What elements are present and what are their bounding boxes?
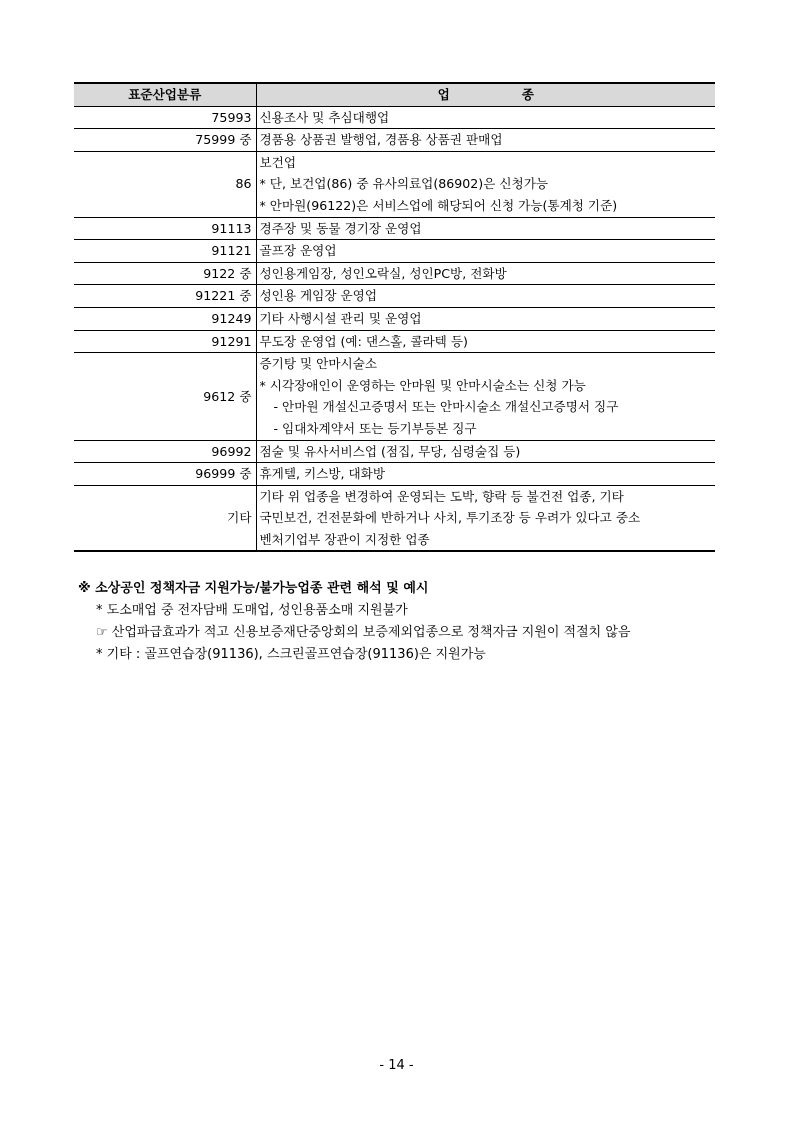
header-code: 표준산업분류	[74, 83, 256, 106]
row-code: 91221 중	[74, 285, 256, 308]
row-desc-line: 성인용 게임장 운영업	[259, 288, 377, 304]
table-row	[74, 307, 715, 330]
row-desc-line: * 시각장애인이 운영하는 안마원 및 안마시술소는 신청 가능	[259, 377, 586, 393]
row-desc-line: 무도장 운영업 (예: 댄스홀, 콜라텍 등)	[259, 333, 468, 349]
row-desc	[256, 129, 715, 152]
row-desc-line: 증기탕 및 안마시술소	[259, 356, 377, 372]
row-desc	[256, 485, 715, 551]
row-desc-line: 신용조사 및 추심대행업	[259, 109, 390, 125]
page-number: - 14 -	[379, 1058, 414, 1073]
row-code: 91121	[74, 240, 256, 263]
row-desc-line: 벤처기업부 장관이 지정한 업종	[259, 531, 430, 547]
row-desc-line: 보건업	[259, 154, 296, 170]
row-code: 96992	[74, 440, 256, 463]
header-name-left: 업	[437, 87, 450, 102]
row-desc-line: 경품용 상품권 발행업, 경품용 상품권 판매업	[259, 132, 503, 148]
row-desc	[256, 330, 715, 353]
row-desc-line: - 안마원 개설신고증명서 또는 안마시술소 개설신고증명서 징구	[273, 399, 619, 415]
row-desc-line: 경주장 및 동물 경기장 운영업	[259, 220, 422, 236]
row-desc-line: 국민보건, 건전문화에 반하거나 사치, 투기조장 등 우려가 있다고 중소	[259, 510, 641, 526]
row-desc	[256, 240, 715, 263]
row-code: 86	[74, 151, 256, 217]
table-row	[74, 106, 715, 129]
header-name	[256, 83, 715, 106]
table-row	[74, 285, 715, 308]
row-desc	[256, 262, 715, 285]
row-desc-line: 기타 위 업종을 변경하여 운영되는 도박, 향락 등 불건전 업종, 기타	[259, 488, 624, 504]
table-row	[74, 129, 715, 152]
row-code: 75993	[74, 106, 256, 129]
table-row	[74, 262, 715, 285]
row-desc-line: 휴게텔, 키스방, 대화방	[259, 466, 386, 482]
row-code: 91113	[74, 217, 256, 240]
row-code: 9122 중	[74, 262, 256, 285]
table-row	[74, 240, 715, 263]
row-desc-line: 성인용게임장, 성인오락실, 성인PC방, 전화방	[259, 265, 507, 281]
row-code: 96999 중	[74, 463, 256, 486]
row-desc	[256, 440, 715, 463]
row-desc	[256, 151, 715, 217]
row-desc	[256, 217, 715, 240]
row-desc-line: * 단, 보건업(86) 중 유사의료업(86902)은 신청가능	[259, 176, 549, 192]
row-desc-line: 점술 및 유사서비스업 (점집, 무당, 심령술집 등)	[259, 443, 521, 459]
table-row	[74, 353, 715, 440]
notes-title: ※ 소상공인 정책자금 지원가능/불가능업종 관련 해석 및 예시	[78, 581, 429, 596]
row-desc-line: 골프장 운영업	[259, 243, 337, 259]
row-desc	[256, 106, 715, 129]
table-row	[74, 330, 715, 353]
row-desc-line: - 임대차계약서 또는 등기부등본 징구	[273, 420, 477, 436]
row-code: 91291	[74, 330, 256, 353]
table-row	[74, 485, 715, 551]
row-desc-line: * 안마원(96122)은 서비스업에 해당되어 신청 가능(통계청 기준)	[259, 197, 618, 213]
table-row	[74, 151, 715, 217]
notes-item: * 기타 : 골프연습장(91136), 스크린골프연습장(91136)은 지원가능	[96, 647, 486, 662]
header-name-right: 종	[521, 87, 534, 102]
row-code: 기타	[74, 485, 256, 551]
row-desc	[256, 353, 715, 440]
industry-table	[74, 82, 715, 552]
row-desc	[256, 285, 715, 308]
row-code: 75999 중	[74, 129, 256, 152]
row-code: 91249	[74, 307, 256, 330]
table-header-row	[74, 83, 715, 106]
row-desc	[256, 307, 715, 330]
row-desc	[256, 463, 715, 486]
table-row	[74, 217, 715, 240]
notes-section	[78, 578, 758, 666]
table-row	[74, 463, 715, 486]
notes-item: ☞ 산업파급효과가 적고 신용보증재단중앙회의 보증제외업종으로 정책자금 지원이 적절치 않음	[96, 625, 631, 640]
row-code: 9612 중	[74, 353, 256, 440]
row-desc-line: 기타 사행시설 관리 및 운영업	[259, 310, 422, 326]
table-row	[74, 440, 715, 463]
notes-item: * 도소매업 중 전자담배 도매업, 성인용품소매 지원불가	[96, 603, 408, 618]
